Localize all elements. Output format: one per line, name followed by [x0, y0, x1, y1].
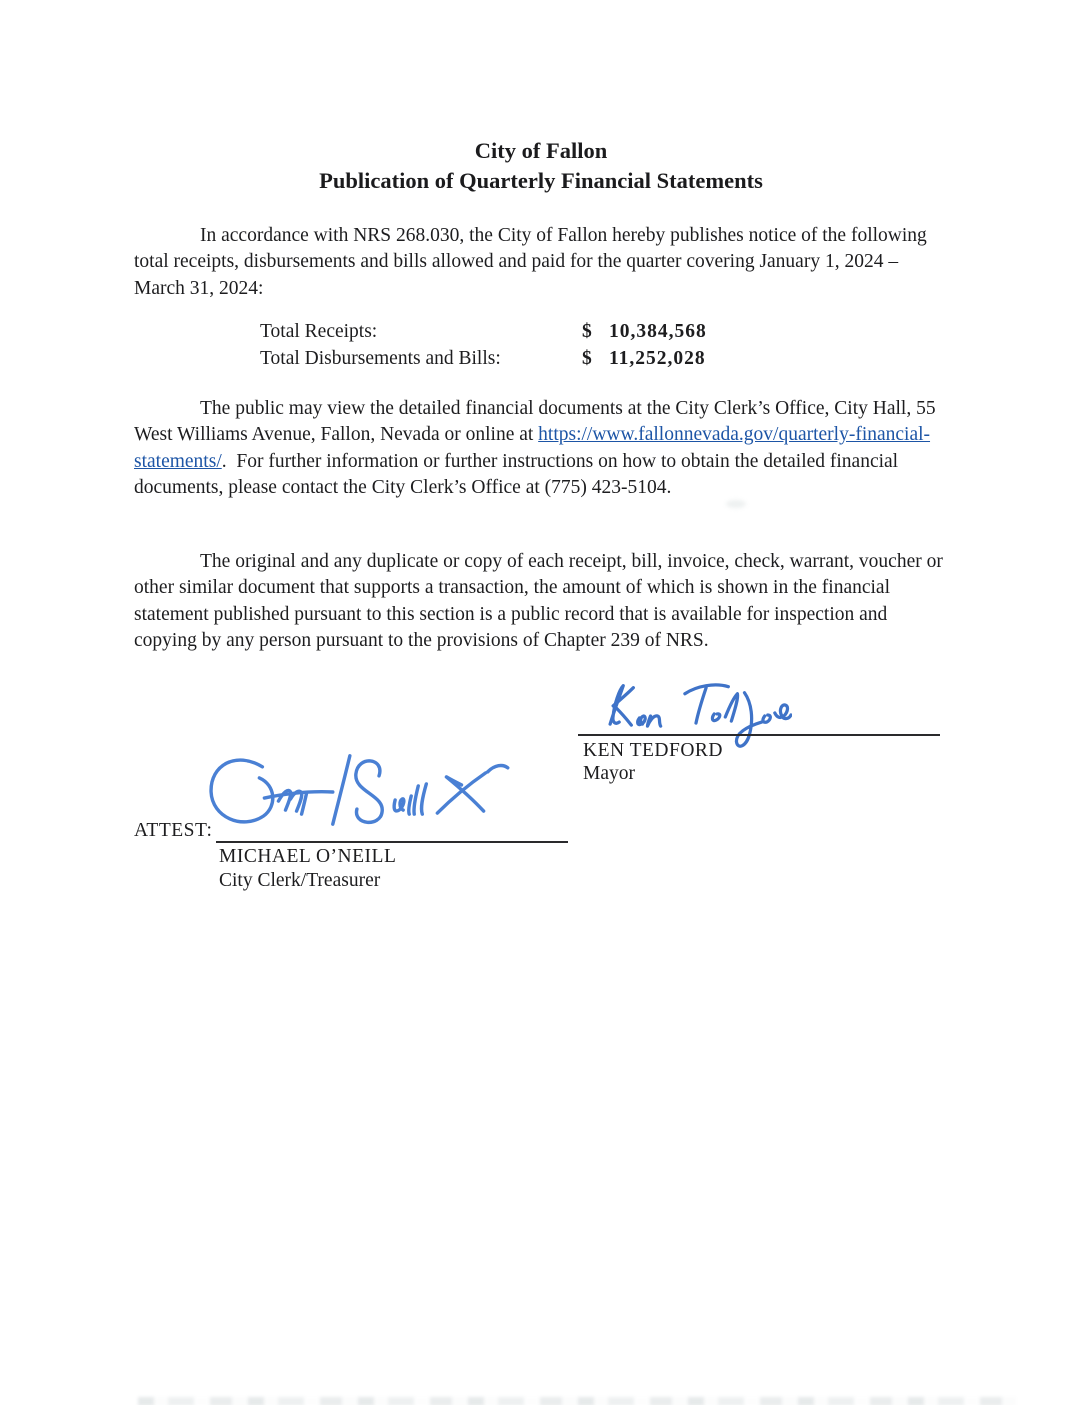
view-text-after-link: . For further information or further instructions on how to obtain the detailed financial documents, please contact the City Clerk’s Office at (775) 423-5104.: [134, 450, 899, 498]
quarterly-statements-link[interactable]: https://www.fallonnevada.gov/quarterly-financial-statements/: [134, 424, 931, 472]
public-view-paragraph: [134, 396, 948, 501]
document-title: City of Fallon: [474, 138, 608, 163]
clerk-name: MICHAEL O’NEILL: [219, 846, 397, 867]
mayor-signature-line: [578, 734, 940, 736]
scan-artifact-bottom-edge: [138, 1397, 1016, 1405]
total-disbursements-row: [260, 348, 760, 375]
document-subtitle: Publication of Quarterly Financial Statements: [319, 168, 763, 193]
mayor-name: KEN TEDFORD: [583, 740, 724, 761]
total-disbursements-label: Total Disbursements and Bills:: [260, 347, 501, 369]
attest-label: ATTEST:: [134, 820, 213, 841]
mayor-title: Mayor: [583, 763, 635, 784]
total-receipts-currency: $: [582, 321, 592, 342]
clerk-title: City Clerk/Treasurer: [219, 870, 381, 891]
clerk-signature-line: [216, 841, 568, 843]
total-receipts-amount: 10,384,568: [609, 321, 707, 342]
totals-table: [260, 321, 760, 374]
total-disbursements-amount: 11,252,028: [609, 347, 706, 369]
document-header: [0, 136, 1082, 196]
view-text-before-link: The public may view the detailed financial documents at the City Clerk’s Office, City Hall, 55 West Williams Avenue, Fallon, Nevada or online at: [134, 398, 936, 446]
total-disbursements-currency: $: [582, 347, 592, 369]
clerk-signature-ink: [198, 746, 550, 844]
scan-artifact-smudge: [726, 500, 746, 508]
total-receipts-label: Total Receipts:: [260, 321, 378, 342]
total-receipts-row: [260, 321, 760, 348]
intro-paragraph: In accordance with NRS 268.030, the City of Fallon hereby publishes notice of the following total receipts, disbursements and bills allowed and paid for the quarter covering January 1, 2024 – March 31, 2024:: [134, 225, 927, 299]
public-record-paragraph: The original and any duplicate or copy of each receipt, bill, invoice, check, warrant, voucher or other similar document that supports a transaction, the amount of which is shown in the financial statement published pursuant to this section is a public record that is available for inspection and copying by any person pursuant to the provisions of Chapter 239 of NRS.: [134, 551, 943, 651]
